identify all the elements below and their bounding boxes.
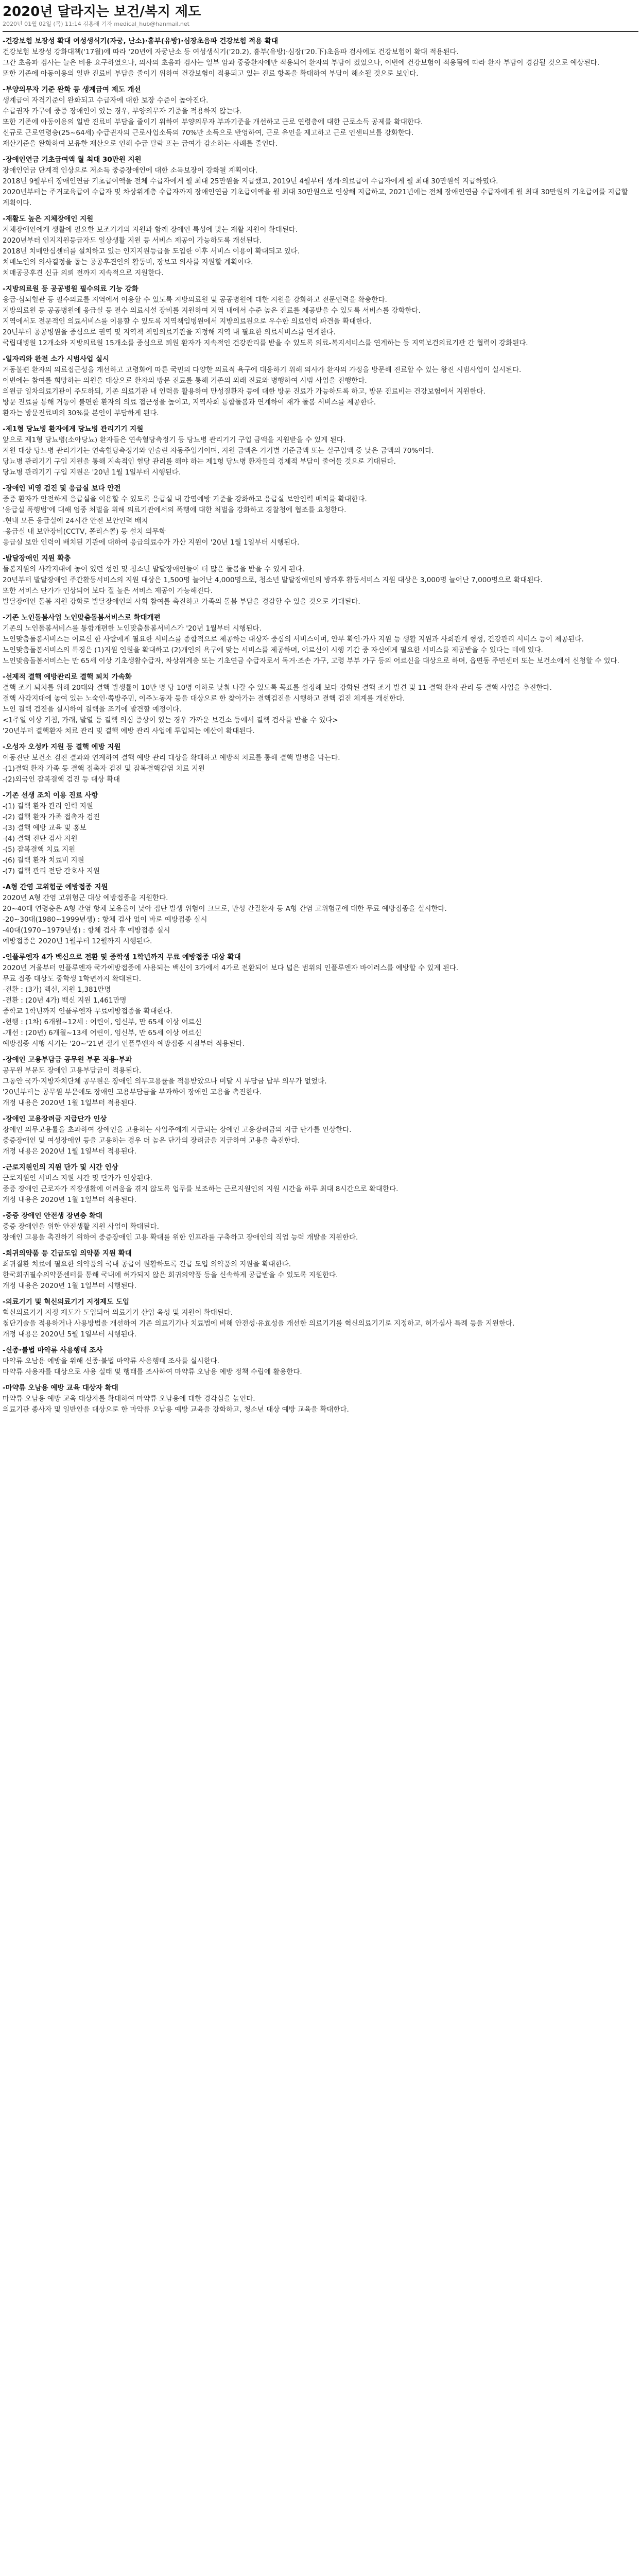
paragraph-spacer — [3, 667, 638, 672]
body-paragraph: 장애인연금 단계적 인상으로 저소득 중증장애인에 대한 소득보장이 강화될 계획이다. — [3, 166, 258, 175]
body-paragraph: 2020년 겨울부터 인플루엔자 국가예방접종에 사용되는 백신이 3가에서 4가로 전환되어 보다 넓은 범위의 인플루엔자 바이러스를 예방할 수 있게 된다. — [3, 964, 459, 972]
body-paragraph: 첨단기술을 적용하거나 사용방법을 개선하여 기존 의료기기나 치료법에 비해 안전성·유효성을 개선한 의료기기를 혁신의료기기로 지정하고, 허가심사 특례 등을 지원한다. — [3, 1319, 515, 1328]
body-paragraph: 노인 결핵 검진을 실시하여 결핵을 조기에 발견할 예정이다. — [3, 705, 182, 714]
paragraph-spacer — [3, 1378, 638, 1383]
body-paragraph: 앞으로 제1형 당뇨병(소아당뇨) 환자들은 연속혈당측정기 등 당뇨병 관리기기 구입 금액을 지원받을 수 있게 된다. — [3, 436, 346, 444]
body-paragraph: 치매노인의 의사결정을 돕는 공공후견인의 활동비, 장보고 의사를 지원할 계획이다. — [3, 258, 253, 266]
body-paragraph: -(2)외국인 잠복결핵 검진 등 대상 확대 — [3, 775, 120, 784]
body-paragraph: -(3) 결핵 예방 교육 및 홍보 — [3, 824, 86, 832]
paragraph-spacer — [3, 1243, 638, 1248]
body-paragraph: 중증 환자가 안전하게 응급실을 이용할 수 있도록 응급실 내 감염예방 기준을 강화하고 응급실 보안인력 배치를 확대한다. — [3, 495, 367, 503]
body-paragraph: 또한 서비스 단가가 인상되어 보다 질 높은 서비스 제공이 가능해진다. — [3, 587, 213, 595]
body-paragraph: 마약류 오남용 예방을 위해 신종·불법 마약류 사용행태 조사를 실시한다. — [3, 1357, 220, 1365]
body-paragraph: 무료 접종 대상도 중학생 1학년까지 확대된다. — [3, 975, 142, 983]
body-paragraph: 노인맞춤돌봄서비스는 만 65세 이상 기초생활수급자, 차상위계층 또는 기초연금 수급자로서 독거·조손 가구, 고령 부부 가구 등의 어르신을 대상으로 하며, 읍면동 주민센터 또는 보건소에서 신청할 수 있다. — [3, 657, 619, 665]
section-heading: -일자리와 완전 소가 시범사업 실시 — [3, 355, 109, 363]
body-paragraph: 국립대병원 12개소와 지방의료원 15개소를 중심으로 퇴원 환자가 지속적인 건강관리를 받을 수 있도록 의료-복지서비스를 연계하는 등 지역보건의료기관 간 협력이 강화된다. — [3, 339, 528, 347]
section-heading: -인플루엔자 4가 백신으로 전환 및 중학생 1학년까지 무료 예방접종 대상 확대 — [3, 953, 241, 961]
body-paragraph: 이동진단 보건소 검진 결과와 연계하여 결핵 예방 관리 대상을 확대하고 예방적 치료를 통해 결핵 발병을 막는다. — [3, 754, 340, 762]
body-paragraph: -(5) 잠복결핵 치료 지원 — [3, 845, 76, 854]
section-heading: -건강보험 보장성 확대 여성생식기(자궁, 난소)·흉부(유방)·심장초음파 건강보험 적용 확대 — [3, 37, 279, 45]
section-heading: -장애인 비영 검진 및 응급실 보다 안전 — [3, 484, 121, 493]
body-paragraph: 중학교 1학년까지 인플루엔자 무료예방접종을 확대한다. — [3, 1007, 172, 1015]
body-paragraph: 2020년부터는 주거교육급여 수급자 및 차상위계층 수급자까지 장애인연금 기초급여액을 월 최대 30만원으로 인상해 지급하고, 2021년에는 전체 장애인연금 수급자에게 월 최대 30만원의 기초급여를 지급할 계획이다. — [3, 188, 628, 207]
body-paragraph: 그간 초음파 검사는 늘은 비용 요구하였으나, 의사의 초음파 검사는 일부 암과 중증환자에만 적용되어 환자의 부담이 컸었으나, 이번에 건강보험이 적용됨에 따라 환자 부담이 경감될 것으로 예상된다. — [3, 59, 600, 67]
body-paragraph: 방문 진료를 통해 거동이 불편한 환자의 의료 접근성을 높이고, 지역사회 통합돌봄과 연계하여 재가 돌봄 서비스를 제공한다. — [3, 398, 376, 406]
section-heading: -오성자 오성카 지원 등 결핵 예방 지원 — [3, 743, 121, 751]
body-paragraph: '20년부터 결핵환자 치료 관리 및 결핵 예방 관리 사업에 투입되는 예산이 확대된다. — [3, 727, 255, 735]
article-body — [3, 36, 638, 1420]
paragraph-spacer — [3, 947, 638, 952]
section-heading: -발달장애인 지원 확충 — [3, 554, 71, 563]
section-heading: -장애인 고용장려금 지급단가 인상 — [3, 1115, 107, 1123]
body-paragraph: 공무원 부문도 장애인 고용부담금이 적용된다. — [3, 1066, 142, 1075]
body-paragraph: -(6) 결핵 환자 치료비 지원 — [3, 856, 84, 865]
body-paragraph: 개정 내용은 2020년 5월 1일부터 시행된다. — [3, 1330, 136, 1338]
body-paragraph: 개정 내용은 2020년 1월 1일부터 적용된다. — [3, 1147, 136, 1156]
body-paragraph: 2018년 9월부터 장애인연금 기초급여액을 전체 수급자에게 월 최대 25만원을 지급했고, 2019년 4월부터 생계·의료급여 수급자에게 월 최대 30만원씩 지급하였다. — [3, 177, 498, 185]
body-paragraph: 중증장애인 및 여성장애인 등을 고용하는 경우 더 높은 단가의 장려금을 지급하여 고용을 촉진한다. — [3, 1137, 300, 1145]
paragraph-spacer — [3, 149, 638, 155]
paragraph-spacer — [3, 1157, 638, 1162]
body-paragraph: -현내 모든 응급실에 24시간 안전 보안인력 배치 — [3, 517, 148, 525]
body-paragraph: 20년부터 발달장애인 주간활동서비스의 지원 대상은 1,500명 늘어난 4,000명으로, 청소년 발달장애인의 방과후 활동서비스 지원 대상은 3,000명 늘어난 7,000명으로 확대된다. — [3, 576, 543, 584]
section-heading: -신종·불법 마약류 사용행태 조사 — [3, 1346, 103, 1354]
body-paragraph: 한국희귀필수의약품센터를 통해 국내에 허가되지 않은 희귀의약품 등을 신속하게 공급받을 수 있도록 지원한다. — [3, 1271, 338, 1279]
body-paragraph: 예방접종은 2020년 1월부터 12월까지 시행된다. — [3, 937, 152, 945]
body-paragraph: 장애인 고용을 촉진하기 위하여 중증장애인 고용 확대를 위한 인프라를 구축하고 장애인의 직업 능력 개발을 지원한다. — [3, 1233, 358, 1242]
body-paragraph: 개정 내용은 2020년 1월 1일부터 적용된다. — [3, 1099, 136, 1107]
body-paragraph: 의원급 일차의료기관이 주도하되, 기존 의료기관 내 인력을 활용하여 만성질환자 등에 대한 방문 진료가 가능하도록 하고, 방문 진료비는 건강보험에서 지원한다. — [3, 387, 486, 396]
body-paragraph: 개정 내용은 2020년 1월 1일부터 시행된다. — [3, 1282, 136, 1290]
body-paragraph: 2020년부터 인지지원등급자도 일상생활 지원 등 서비스 제공이 가능하도록 개선된다. — [3, 236, 262, 245]
section-heading: -지방의료원 등 공공병원 필수의료 기능 강화 — [3, 285, 138, 293]
body-paragraph: 당뇨병 관리기기 구입 지원을 통해 지속적인 혈당 관리를 해야 하는 제1형 당뇨병 환자들의 경제적 부담이 줄어들 것으로 기대된다. — [3, 457, 396, 466]
body-paragraph: 장애인 의무고용률을 초과하여 장애인을 고용하는 사업주에게 지급되는 장애인 고용장려금의 지급 단가를 인상한다. — [3, 1126, 352, 1134]
section-heading: -부양의무자 기준 완화 등 생계급여 제도 개선 — [3, 86, 141, 94]
body-paragraph: 개정 내용은 2020년 1월 1일부터 적용된다. — [3, 1196, 136, 1204]
paragraph-spacer — [3, 349, 638, 354]
body-paragraph: 이번에는 참여를 희망하는 의원을 대상으로 환자의 방문 진료를 통해 기존의 외래 진료와 병행하여 시범 사업을 진행한다. — [3, 377, 367, 385]
section-heading: -기존 선생 조치 이용 진료 사항 — [3, 791, 98, 800]
paragraph-spacer — [3, 79, 638, 84]
article-title: 2020년 달라지는 보건/복지 제도 — [3, 4, 201, 20]
body-paragraph: 응급·심뇌혈관 등 필수의료를 지역에서 이용할 수 있도록 지방의료원 및 공공병원에 대한 지원을 강화하고 전문인력을 확충한다. — [3, 296, 387, 304]
section-heading: -제1형 당뇨병 환자에게 당뇨병 관리기기 지원 — [3, 425, 144, 433]
section-heading: -재활도 높은 지체장애인 지원 — [3, 215, 94, 223]
body-paragraph: 건강보험 보장성 강화대책('17월)에 따라 '20년에 자궁난소 등 여성생식기('20.2), 흉부(유방)·심장('20.下)초음파 검사에도 건강보험이 확대 적용된다. — [3, 48, 459, 56]
paragraph-spacer — [3, 478, 638, 483]
body-paragraph: 노인맞춤돌봄서비스는 어르신 한 사람에게 필요한 서비스를 종합적으로 제공하는 대상자 중심의 서비스이며, 안부 확인·가사 지원 등 생활 지원과 사회관계 형성, 건강관리 서비스 등이 제공된다. — [3, 635, 584, 643]
body-paragraph: 예방접종 시행 시기는 '20~'21년 절기 인플루엔자 예방접종 시점부터 적용된다. — [3, 1040, 245, 1048]
body-paragraph: 치매공공후견 신규 의뢰 전까지 지속적으로 지원한다. — [3, 269, 164, 277]
paragraph-spacer — [3, 279, 638, 284]
section-heading: -마약류 오남용 예방 교육 대상자 확대 — [3, 1384, 118, 1392]
body-paragraph: -전환 : (20년 4가) 백신 지원 1,461만명 — [3, 996, 127, 1005]
body-paragraph: 20~40대 연령층은 A형 간염 항체 보유율이 낮아 집단 발생 위험이 크므로, 만성 간질환자 등 A형 간염 고위험군에 대한 무료 예방접종을 실시한다. — [3, 905, 447, 913]
body-paragraph: 2018년 치매안심센터를 설치하고 있는 인지지원등급을 도입한 이후 서비스 이용이 확대되고 있다. — [3, 247, 300, 256]
section-heading: -희귀의약품 등 긴급도입 의약품 지원 확대 — [3, 1249, 132, 1258]
body-paragraph: 근로지원인 서비스 지원 시간 및 단가가 인상된다. — [3, 1174, 152, 1182]
body-paragraph: 결핵 조기 퇴치를 위해 20대와 결핵 발생률이 10만 명 당 10명 이하로 낮춰 나갈 수 있도록 목표를 설정해 보다 강화된 결핵 조기 발견 및 11 결핵 환자 관리 등 결핵 사업을 추진한다. — [3, 684, 552, 692]
body-paragraph: -40대(1970~1979년생) : 항체 검사 후 예방접종 실시 — [3, 926, 170, 935]
body-paragraph: 응급실 보안 인력이 배치된 기관에 대하여 응급의료수가 가산 지원이 '20년 1월 1일부터 시행된다. — [3, 538, 300, 547]
body-paragraph: 중증 장애인 근로자가 직장생활에 어려움을 겪지 않도록 업무를 보조하는 근로지원인의 지원 시간을 하루 최대 8시간으로 확대한다. — [3, 1185, 399, 1193]
paragraph-spacer — [3, 1109, 638, 1114]
paragraph-spacer — [3, 1049, 638, 1055]
body-paragraph: -현행 : (1차) 6개월~12세 : 어린이, 임신부, 만 65세 이상 어르신 — [3, 1018, 202, 1026]
section-heading: -기존 노인돌봄사업 노인맞춤돌봄서비스로 확대개편 — [3, 614, 161, 622]
body-paragraph: 노인맞춤돌봄서비스의 특징은 (1)지원 인원을 확대하고 (2)개인의 욕구에 맞는 서비스를 제공하며, 어르신이 시행 기간 중 자신에게 필요한 서비스를 제공받을 수 있다는 데에 있다. — [3, 646, 543, 654]
section-heading: -선제적 결핵 예방관리로 결핵 퇴치 가속화 — [3, 673, 132, 681]
paragraph-spacer — [3, 877, 638, 882]
body-paragraph: -(4) 결핵 진단 검사 지원 — [3, 835, 78, 843]
body-paragraph: 재산기준을 완화하여 보유한 재산으로 인해 수급 탈락 또는 급여가 감소하는 사례를 줄인다. — [3, 140, 278, 148]
body-paragraph: -(1)결핵 환자 가족 등 결핵 접촉자 검진 및 잠복결핵감염 치료 지원 — [3, 765, 205, 773]
body-paragraph: 수급권자 가구에 중증 장애인이 있는 경우, 부양의무자 기준을 적용하지 않는다. — [3, 107, 242, 115]
body-paragraph: <1주일 이상 기침, 가래, 발열 등 결핵 의심 증상이 있는 경우 가까운 보건소 등에서 결핵 검사를 받을 수 있다> — [3, 716, 338, 724]
body-paragraph: 20년부터 공공병원을 중심으로 권역 및 지역책 책임의료기관을 지정해 지역 내 필요한 의료서비스를 연계한다. — [3, 328, 336, 336]
paragraph-spacer — [3, 1292, 638, 1297]
body-paragraph: 마약류 사용자를 대상으로 사용 실태 및 행태를 조사하여 마약류 오남용 예방 정책 수립에 활용한다. — [3, 1368, 302, 1376]
body-paragraph: 생계급여 자격기준이 완화되고 수급자에 대한 보장 수준이 높아진다. — [3, 96, 209, 105]
body-paragraph: 발달장애인 돌봄 지원 강화로 발달장애인의 사회 참여를 촉진하고 가족의 돌봄 부담을 경감할 수 있을 것으로 기대된다. — [3, 598, 360, 606]
body-paragraph: 기존의 노인돌봄서비스를 통합개편한 노인맞춤돌봄서비스가 '20년 1월부터 시행된다. — [3, 624, 262, 633]
title-divider — [3, 31, 638, 32]
paragraph-spacer — [3, 607, 638, 613]
body-paragraph: -개선 : (20년) 6개월~13세 어린이, 임신부, 만 65세 이상 어르신 — [3, 1029, 202, 1037]
paragraph-spacer — [3, 1340, 638, 1345]
body-paragraph: '응급실 폭행범'에 대해 엄중 처벌을 위해 의료기관에서의 폭행에 대한 처벌을 강화하고 경찰청에 협조를 요청한다. — [3, 506, 347, 514]
body-paragraph: 당뇨병 관리기기 구입 지원은 '20년 1월 1일부터 시행된다. — [3, 468, 181, 477]
paragraph-spacer — [3, 737, 638, 742]
paragraph-spacer — [3, 209, 638, 214]
body-paragraph: 돌봄지원의 사각지대에 놓여 있던 성인 및 청소년 발달장애인들이 더 많은 돌봄을 받을 수 있게 된다. — [3, 565, 305, 573]
paragraph-spacer — [3, 1415, 638, 1420]
section-heading: -근로지원인의 지원 단가 및 시간 인상 — [3, 1163, 118, 1172]
section-heading: -A형 간염 고위험군 예방접종 지원 — [3, 883, 108, 891]
body-paragraph: 환자는 방문진료비의 30%를 본인이 부담하게 된다. — [3, 409, 159, 417]
body-paragraph: 혁신의료기기 지정 제도가 도입되어 의료기기 산업 육성 및 지원이 확대된다. — [3, 1309, 233, 1317]
paragraph-spacer — [3, 419, 638, 424]
body-paragraph: 지체장애인에게 생활에 필요한 보조기기의 지원과 함께 장애인 특성에 맞는 재활 지원이 확대된다. — [3, 226, 298, 234]
body-paragraph: 2020년 A형 간염 고위험군 대상 예방접종을 지원한다. — [3, 894, 168, 902]
body-paragraph: 지역에서도 전문적인 의료서비스를 이용할 수 있도록 지역책임병원에서 지방의료원으로 우수한 의료인력 파견을 확대한다. — [3, 317, 372, 326]
body-paragraph: 지방의료원 등 공공병원에 응급실 등 필수 의료시설 장비를 지원하여 지역 내에서 수준 높은 진료를 제공받을 수 있도록 서비스를 강화한다. — [3, 307, 421, 315]
paragraph-spacer — [3, 548, 638, 553]
body-paragraph: 또한 기존에 아동이용의 일반 진료비 부담을 줄이기 위하여 부양의무자 부과기준을 개선하고 근로 연령층에 대한 근로소득 공제를 확대한다. — [3, 118, 423, 126]
body-paragraph: 지원 대상 당뇨병 관리기기는 연속혈당측정기와 인슐린 자동주입기이며, 지원 금액은 기기별 기준금액 또는 실구입액 중 낮은 금액의 70%이다. — [3, 447, 434, 455]
section-heading: -장애인연금 기초급여액 월 최대 30만원 지원 — [3, 156, 142, 164]
section-heading: -장애인 고용부담금 공무원 부문 적용·부과 — [3, 1056, 132, 1064]
body-paragraph: 마약류 오남용 예방 교육 대상자를 확대하여 마약류 오남용에 대한 경각심을 높인다. — [3, 1395, 255, 1403]
body-paragraph: 의료기관 종사자 및 일반인을 대상으로 한 마약류 오남용 예방 교육을 강화하고, 청소년 대상 예방 교육을 확대한다. — [3, 1405, 349, 1414]
body-paragraph: -전환 : (3가) 백신, 지원 1,381만명 — [3, 986, 111, 994]
body-paragraph: -20~30대(1980~1999년생) : 항체 검사 없이 바로 예방접종 실시 — [3, 916, 207, 924]
body-paragraph: -(1) 결핵 환자 관리 인력 지원 — [3, 802, 93, 810]
body-paragraph: 중증 장애인을 위한 안전생활 지원 사업이 확대된다. — [3, 1223, 159, 1231]
body-paragraph: 신규로 근로연령층(25~64세) 수급권자의 근로사업소득의 70%만 소득으로 반영하여, 근로 유인을 제고하고 근로 인센티브를 강화한다. — [3, 129, 414, 137]
body-paragraph: 거동불편 환자의 의료접근성을 개선하고 고령화에 따른 국민의 다양한 의료적 욕구에 대응하기 위해 의사가 환자의 가정을 방문해 진료할 수 있는 왕진 시범사업이 실시된다. — [3, 366, 522, 374]
body-paragraph: 또한 기존에 아동이용의 일반 진료비 부담을 줄이기 위하여 건강보험이 적용되고 있는 진료 항목을 확대하여 부담이 해소될 것으로 보인다. — [3, 70, 419, 78]
body-paragraph: '20년부터는 공무원 부문에도 장애인 고용부담금을 부과하여 장애인 고용을 촉진한다. — [3, 1088, 262, 1096]
body-paragraph: -응급실 내 보안장비(CCTV, 폴리스콜) 등 설치 의무화 — [3, 528, 166, 536]
paragraph-spacer — [3, 1206, 638, 1211]
body-paragraph: -(7) 결핵 관리 전담 간호사 지원 — [3, 867, 100, 875]
body-paragraph: 그동안 국가·지방자치단체 공무원은 장애인 의무고용률을 적용받았으나 미달 시 부담금 납부 의무가 없었다. — [3, 1077, 327, 1086]
section-heading: -중증 장애인 안전생 장년층 확대 — [3, 1212, 102, 1220]
body-paragraph: -(2) 결핵 환자 가족 접촉자 검진 — [3, 813, 100, 821]
paragraph-spacer — [3, 785, 638, 790]
body-paragraph: 희귀질환 치료에 필요한 의약품의 국내 공급이 원활하도록 긴급 도입 의약품의 지원을 확대한다. — [3, 1260, 291, 1268]
article-meta: 2020년 01월 02일 (목) 11:14 김홍래 기자 medical_hub@hanmail.net — [3, 21, 189, 27]
section-heading: -의료기기 및 혁신의료기기 지정제도 도입 — [3, 1298, 130, 1306]
body-paragraph: 결핵 사각지대에 놓여 있는 노숙인·쪽방주민, 이주노동자 등을 대상으로 한 찾아가는 결핵검진을 시행하고 결핵 검진 체계를 개선한다. — [3, 694, 405, 703]
